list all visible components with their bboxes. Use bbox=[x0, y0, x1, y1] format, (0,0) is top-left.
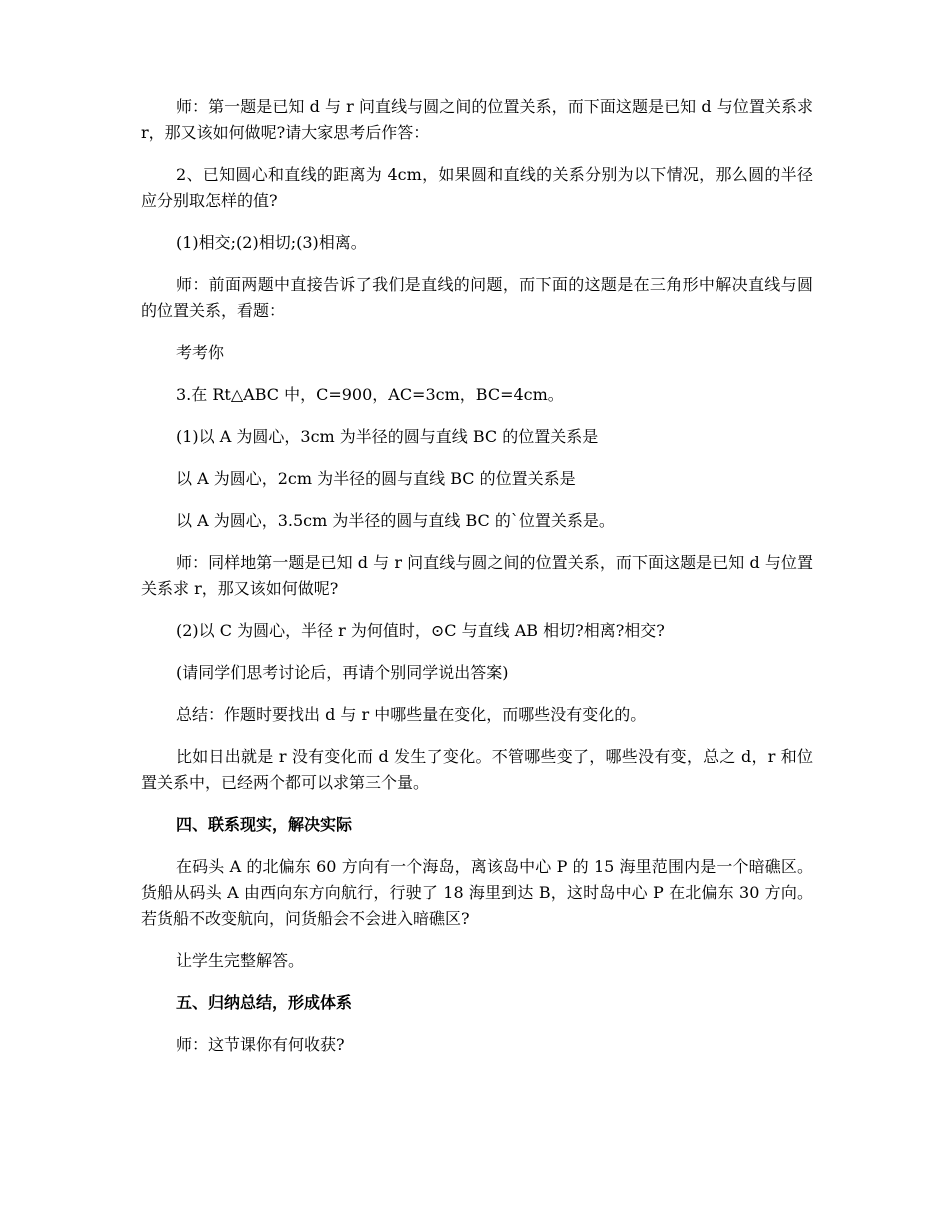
paragraph: 2、已知圆心和直线的距离为 4cm，如果圆和直线的关系分别为以下情况，那么圆的半径应分别取怎样的值? bbox=[141, 165, 813, 210]
document-body bbox=[141, 94, 813, 1074]
paragraph: 3.在 Rt△ABC 中，C=900，AC=3cm，BC=4cm。 bbox=[176, 385, 564, 404]
paragraph: 师：同样地第一题是已知 d 与 r 问直线与圆之间的位置关系，而下面这题是已知 d 与位置关系求 r，那又该如何做呢? bbox=[141, 553, 813, 598]
paragraph: 考考你 bbox=[176, 343, 225, 362]
paragraph: 师：第一题是已知 d 与 r 问直线与圆之间的位置关系，而下面这题是已知 d 与位置关系求 r，那又该如何做呢?请大家思考后作答： bbox=[141, 97, 813, 142]
paragraph: (1)以 A 为圆心，3cm 为半径的圆与直线 BC 的位置关系是 bbox=[176, 427, 599, 446]
paragraph: (1)相交;(2)相切;(3)相离。 bbox=[176, 233, 367, 252]
paragraph: 以 A 为圆心，2cm 为半径的圆与直线 BC 的位置关系是 bbox=[176, 469, 576, 488]
paragraph: 让学生完整解答。 bbox=[176, 951, 305, 970]
paragraph: 比如日出就是 r 没有变化而 d 发生了变化。不管哪些变了，哪些没有变，总之 d，r 和位置关系中，已经两个都可以求第三个量。 bbox=[141, 747, 813, 792]
section-heading: 五、归纳总结，形成体系 bbox=[176, 993, 353, 1012]
paragraph: 师：这节课你有何收获? bbox=[176, 1035, 345, 1054]
paragraph: 以 A 为圆心，3.5cm 为半径的圆与直线 BC 的`位置关系是。 bbox=[176, 511, 615, 530]
paragraph: 师：前面两题中直接告诉了我们是直线的问题，而下面的这题是在三角形中解决直线与圆的位置关系，看题： bbox=[141, 275, 813, 320]
paragraph: 在码头 A 的北偏东 60 方向有一个海岛，离该岛中心 P 的 15 海里范围内是一个暗礁区。货船从码头 A 由西向东方向航行，行驶了 18 海里到达 B，这时岛中心 P 在北偏东 30 方向。若货船不改变航向，问货船会不会进入暗礁区? bbox=[141, 857, 813, 928]
paragraph: 总结：作题时要找出 d 与 r 中哪些量在变化，而哪些没有变化的。 bbox=[176, 705, 647, 724]
paragraph: (2)以 C 为圆心，半径 r 为何值时，⊙C 与直线 AB 相切?相离?相交? bbox=[176, 621, 665, 640]
paragraph: (请同学们思考讨论后，再请个别同学说出答案) bbox=[176, 663, 509, 682]
section-heading: 四、联系现实，解决实际 bbox=[176, 815, 353, 834]
